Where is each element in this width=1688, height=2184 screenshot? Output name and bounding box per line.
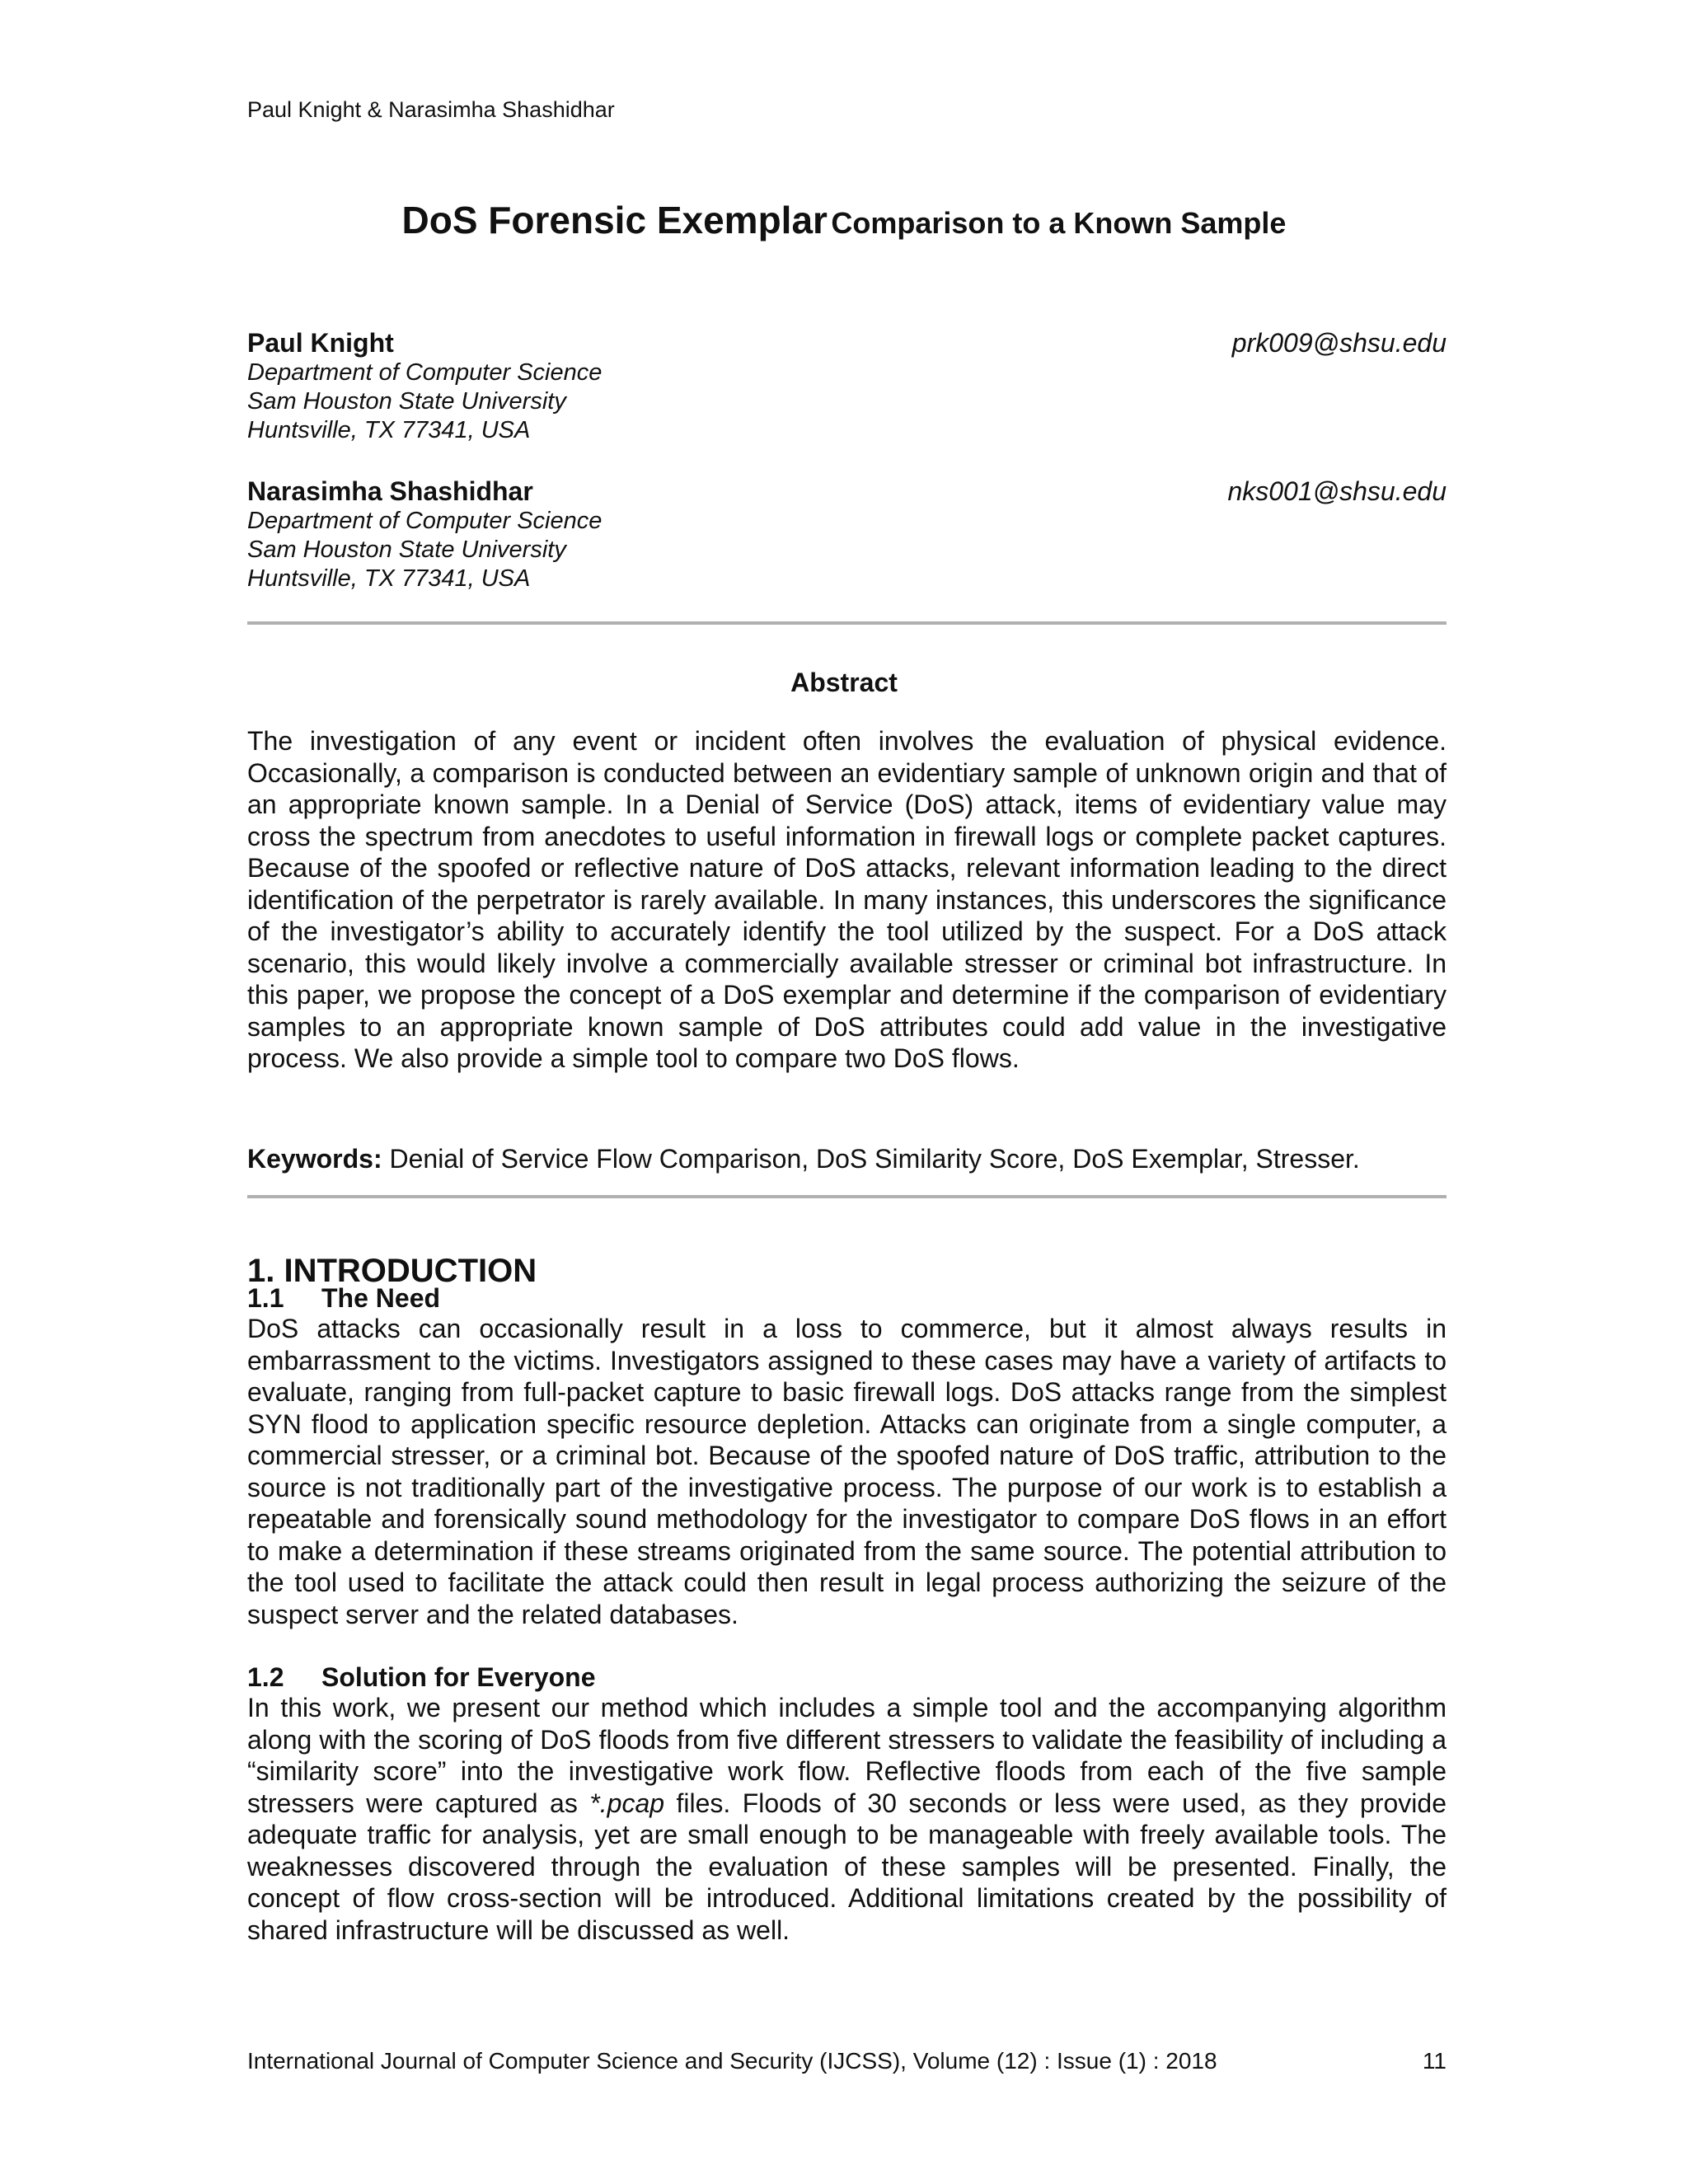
subsection-number: 1.2 <box>247 1662 284 1692</box>
title-subtitle: Comparison to a Known Sample <box>831 206 1287 240</box>
abstract-text: The investigation of any event or incident often involves the evaluation of physical evidence. Occasionally, a comparison is conducted between an evidentiary sample of unknown origin and that of an appropriate known sample. In a Denial of Service (DoS) attack, items of evidentiary value may cross the spectrum from anecdotes to useful information in firewall logs or complete packet captures. Because of the spoofed or reflective nature of DoS attacks, relevant information leading to the direct identification of the perpetrator is rarely available. In many instances, this underscores the significance of the investigator’s ability to accurately identify the tool utilized by the suspect. For a DoS attack scenario, this would likely involve a commercially available stresser or criminal bot infrastructure. In this paper, we propose the concept of a DoS exemplar and determine if the comparison of evidentiary samples to an appropriate known sample of DoS attributes could add value in the investigative process. We also provide a simple tool to compare two DoS flows. <box>247 726 1447 1073</box>
section-heading: 1. INTRODUCTION <box>247 1253 537 1289</box>
journal-citation: International Journal of Computer Science and Security (IJCSS), Volume (12) : Issue (1) : 2018 <box>247 2048 1217 2074</box>
affiliation-line: Huntsville, TX 77341, USA <box>247 565 531 592</box>
affiliation-line: Department of Computer Science <box>247 359 603 386</box>
keywords <box>247 1144 1447 1174</box>
affiliation-line: Sam Houston State University <box>247 388 566 415</box>
abstract-heading: Abstract <box>790 668 898 697</box>
author-email[interactable]: nks001@shsu.edu <box>1227 476 1447 506</box>
subsection-heading <box>247 1662 595 1693</box>
subsection-heading <box>247 1283 440 1314</box>
author-block-2 <box>247 476 1447 593</box>
author-affiliation <box>247 507 1447 593</box>
affiliation-line: Department of Computer Science <box>247 508 603 534</box>
divider-rule <box>247 621 1447 625</box>
section-paragraph: DoS attacks can occasionally result in a loss to commerce, but it almost always results in embarrassment to the victims. Investigators assigned to these cases may have a variety of artifacts to evaluate, ranging from full-packet capture to basic firewall logs. DoS attacks range from the simplest SYN flood to application specific resource depletion. Attacks can originate from a single computer, a commercial stresser, or a criminal bot. Because of the spoofed nature of DoS traffic, attribution to the source is not traditionally part of the investigative process. The purpose of our work is to establish a repeatable and forensically sound methodology for the investigator to compare DoS flows in an effort to make a determination if these streams originated from the same source. The potential attribution to the tool used to facilitate the attack could then result in legal process authorizing the seizure of the suspect server and the related databases. <box>247 1314 1447 1629</box>
divider-rule <box>247 1195 1447 1198</box>
page-footer <box>247 2048 1447 2074</box>
file-extension: *.pcap <box>589 1788 665 1818</box>
author-affiliation <box>247 359 1447 445</box>
subsection-number: 1.1 <box>247 1283 284 1313</box>
subsection-title: The Need <box>321 1283 441 1313</box>
title-main: DoS Forensic Exemplar <box>401 199 828 241</box>
author-block-1 <box>247 328 1447 445</box>
paper-title <box>0 198 1688 242</box>
author-name: Paul Knight <box>247 328 394 358</box>
author-name: Narasimha Shashidhar <box>247 476 533 506</box>
subsection-title: Solution for Everyone <box>321 1662 596 1692</box>
paragraph-text: files. Floods of 30 seconds or less were used, as they provide adequate traffic for analysis, yet are small enough to be manageable with freely available tools. The weaknesses discovered through the evaluation of these samples will be presented. Finally, the concept of flow cross-section will be introduced. Additional limitations created by the possibility of shared infrastructure will be discussed as well. <box>247 1788 1447 1945</box>
keywords-label: Keywords: <box>247 1144 382 1174</box>
page-number: 11 <box>1422 2048 1447 2074</box>
affiliation-line: Sam Houston State University <box>247 537 566 563</box>
affiliation-line: Huntsville, TX 77341, USA <box>247 417 531 443</box>
author-email[interactable]: prk009@shsu.edu <box>1231 328 1447 358</box>
keywords-text: Denial of Service Flow Comparison, DoS Similarity Score, DoS Exemplar, Stresser. <box>389 1144 1360 1174</box>
running-head: Paul Knight & Narasimha Shashidhar <box>247 97 615 122</box>
paragraph-text: In this work, we present our method which includes a simple tool and the accompanying algorithm along with the scoring of DoS floods from five different stressers to validate the feasibility of including a “similarity score” into the investigative work flow. Reflective floods from each of the five sample stressers were captured as <box>247 1693 1447 1818</box>
section-paragraph <box>247 1692 1447 1946</box>
